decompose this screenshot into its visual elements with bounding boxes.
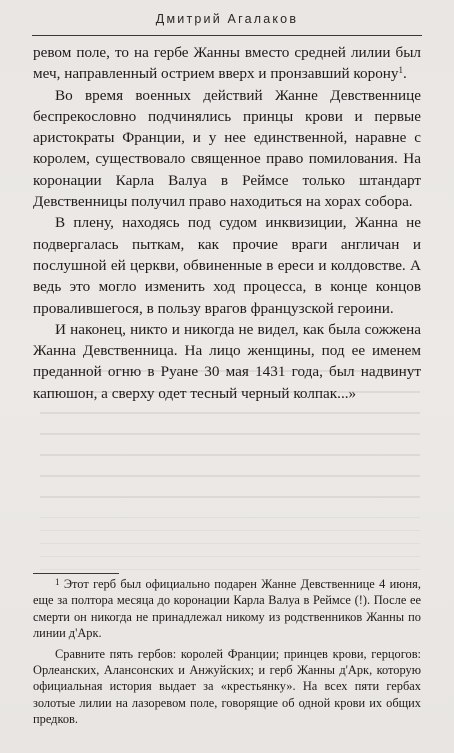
paragraph-1-tail: . [403,65,407,83]
running-head: Дмитрий Агалаков [155,12,299,26]
paragraph-1-text: ревом поле, то на гербе Жанны вместо средней лилии был меч, направленный острием вверх и пронзавший корону [33,44,421,83]
footnotes [33,576,421,728]
paragraph-2: Во время военных действий Жанне Девственнице беспрекословно подчинялись принцы крови и первые аристократы Франции, и у нее единственной, наравне с королем, существовало священное право помилования. На коронации Карла Валуа в Реймсе только штандарт Девственницы получил право находиться на хорах собора. [33,86,421,211]
paragraph-4: И наконец, никто и никогда не видел, как была сожжена Жанна Девственница. На лицо женщины, под ее именем преданной огню в Руане 30 мая 1431 года, был надвинут капюшон, а сверху одет тесный черный колпак...» [33,320,421,402]
main-text [33,42,421,404]
paragraph-1 [33,42,421,85]
bleed-through-shadow-lower [40,510,420,570]
paragraph-3: В плену, находясь под судом инквизиции, Жанна не подвергалась пыткам, как прочие враги англичан и послушной ей церкви, обвиненные в ереси и колдовстве. А ведь это могло изменить ход процесса, в конце концов провалившегося, в пользу врагов французской героини. [33,214,421,317]
footnote-1 [33,576,421,642]
footnote-rule [33,573,119,574]
footnote-2: Сравните пять гербов: королей Франции; принцев крови, герцогов: Орлеанских, Алансонских и Анжуйских; и герб Жанны д'Арк, которую официальная история выдает за «крестьянку». На всех пяти гербах золотые лилии на лазоревом поле, говорящие об одной крови их общих предков. [33,646,421,727]
header-rule [32,35,422,36]
footnote-1-mark: 1 [55,577,60,587]
footnote-ref-1[interactable]: 1 [398,65,404,76]
footnote-1-text: Этот герб был официально подарен Жанне Девственнице 4 июня, еще за полтора месяца до коронации Карла Валуа в Реймсе (!). После ее смерти он никогда не принадлежал никому из родственников Жанны по линии д'Арк. [33,577,421,641]
